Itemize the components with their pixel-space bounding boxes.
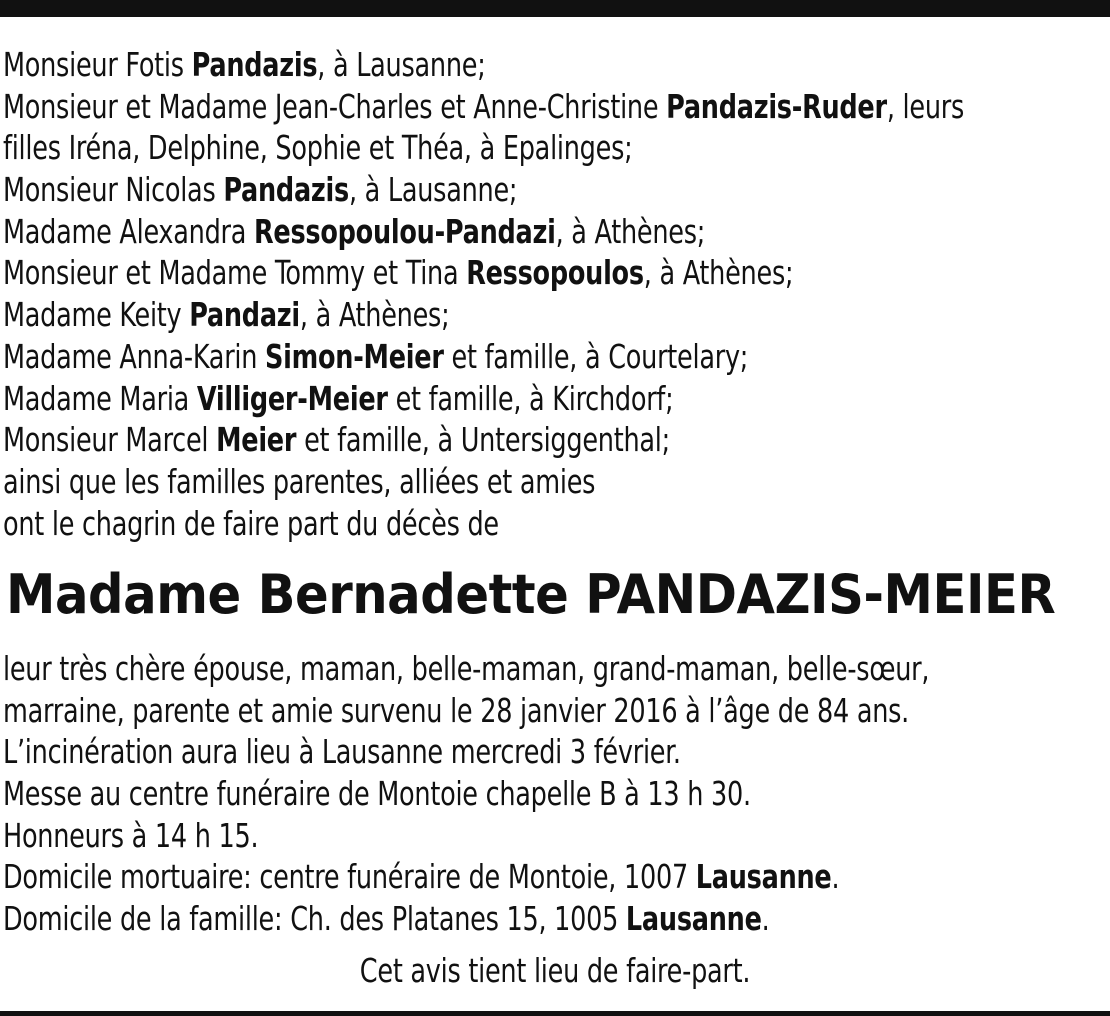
family-surname: Villiger-Meier: [196, 378, 388, 418]
detail-line: Domicile de la famille: Ch. des Platanes 15, 1005 Lausanne.: [3, 899, 770, 939]
family-surname: Pandazis: [191, 45, 318, 84]
family-line: Monsieur Fotis Pandazis, à Lausanne;: [3, 45, 486, 84]
funeral-details: [3, 648, 1109, 940]
family-line: filles Iréna, Delphine, Sophie et Théa, à Epalinges;: [3, 128, 633, 168]
detail-line: Domicile mortuaire: centre funéraire de Montoie, 1007 Lausanne.: [3, 857, 840, 897]
family-line: ont le chagrin de faire part du décès de: [3, 503, 499, 543]
deceased-name-heading: Madame Bernadette PANDAZIS-MEIER: [6, 563, 1056, 626]
family-surname: Meier: [216, 420, 297, 460]
family-line: Monsieur Nicolas Pandazis, à Lausanne;: [3, 170, 518, 210]
family-list: [3, 44, 1109, 544]
detail-line: Messe au centre funéraire de Montoie chapelle B à 13 h 30.: [3, 774, 751, 814]
detail-line: marraine, parente et amie survenu le 28 janvier 2016 à l’âge de 84 ans.: [3, 690, 910, 730]
family-line: ainsi que les familles parentes, alliées et amies: [3, 461, 596, 501]
family-line: Madame Keity Pandazi, à Athènes;: [3, 295, 450, 335]
top-border-rule: [0, 0, 1110, 17]
family-surname: Pandazi: [189, 295, 300, 335]
family-line: Monsieur et Madame Tommy et Tina Ressopoulos, à Athènes;: [3, 253, 794, 293]
family-surname: Simon-Meier: [265, 336, 444, 376]
family-line: Madame Anna-Karin Simon-Meier et famille, à Courtelary;: [3, 336, 749, 376]
family-line: Madame Maria Villiger-Meier et famille, à Kirchdorf;: [3, 378, 674, 418]
city-name: Lausanne: [625, 899, 762, 939]
detail-line: Honneurs à 14 h 15.: [3, 815, 259, 855]
detail-line: leur très chère épouse, maman, belle-maman, grand-maman, belle-sœur,: [3, 649, 930, 688]
family-surname: Ressopoulos: [466, 253, 644, 293]
city-name: Lausanne: [695, 857, 832, 897]
closing-note: Cet avis tient lieu de faire-part.: [359, 951, 751, 990]
family-line: Madame Alexandra Ressopoulou-Pandazi, à Athènes;: [3, 211, 706, 251]
family-surname: Ressopoulou-Pandazi: [254, 211, 556, 251]
family-surname: Pandazis-Ruder: [666, 86, 887, 126]
family-surname: Pandazis: [223, 170, 349, 210]
family-line: Monsieur Marcel Meier et famille, à Untersiggenthal;: [3, 420, 670, 460]
family-line: Monsieur et Madame Jean-Charles et Anne-Christine Pandazis-Ruder, leurs: [3, 86, 965, 126]
detail-line: L’incinération aura lieu à Lausanne mercredi 3 février.: [3, 732, 681, 772]
bottom-border-rule: [0, 1011, 1110, 1016]
